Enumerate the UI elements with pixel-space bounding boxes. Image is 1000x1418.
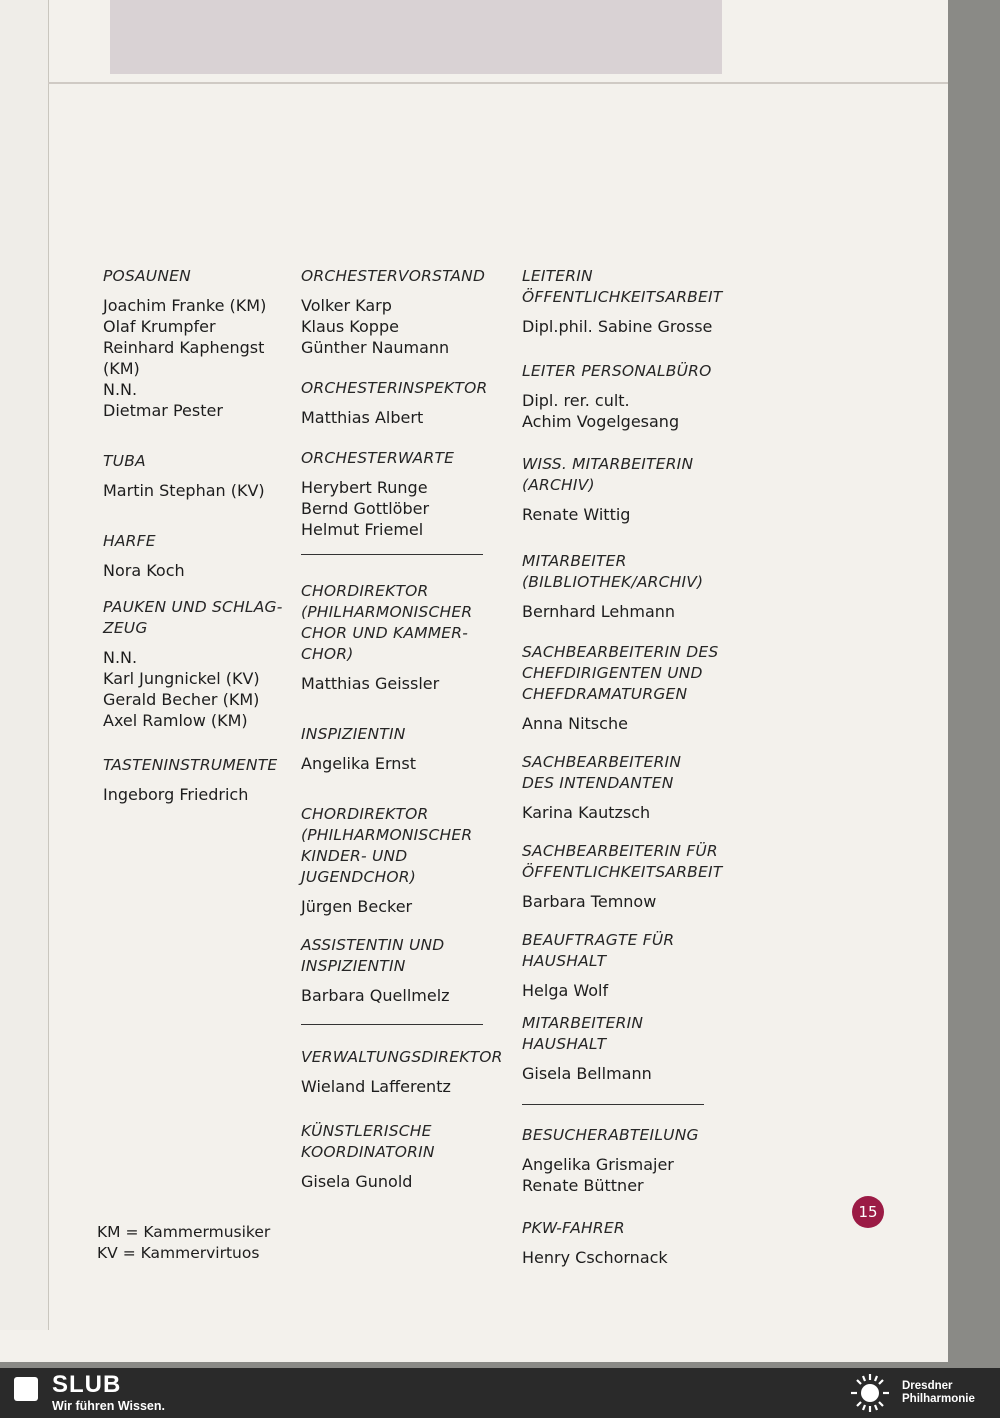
staff-section — [301, 448, 511, 540]
staff-name: Matthias Albert — [301, 408, 424, 427]
staff-name: Anna Nitsche — [522, 714, 628, 733]
staff-section — [301, 266, 511, 358]
facing-page-edge — [0, 0, 49, 1330]
section-heading: ORCHESTERINSPEKTOR — [301, 379, 488, 397]
staff-section — [522, 752, 752, 823]
page-number-badge: 15 — [852, 1196, 884, 1228]
staff-name: Nora Koch — [103, 561, 185, 580]
staff-section — [103, 266, 293, 421]
staff-name: Angelika Grismajer — [522, 1155, 674, 1174]
staff-name: Volker Karp — [301, 296, 392, 315]
staff-name: Axel Ramlow (KM) — [103, 711, 248, 730]
section-heading: LEITERIN ÖFFENTLICHKEITSARBEIT — [522, 267, 723, 306]
orchestra-name-line: Philharmonie — [902, 1393, 975, 1405]
right-column — [522, 266, 752, 1284]
staff-name: Martin Stephan (KV) — [103, 481, 265, 500]
staff-name: Renate Wittig — [522, 505, 631, 524]
staff-name: Angelika Ernst — [301, 754, 417, 773]
section-heading: LEITER PERSONALBÜRO — [522, 362, 712, 380]
library-name: SLUB — [52, 1371, 122, 1398]
staff-section — [301, 378, 511, 428]
section-heading: BESUCHERABTEILUNG — [522, 1126, 699, 1144]
section-heading: MITARBEITERIN HAUSHALT — [522, 1014, 644, 1053]
staff-section — [522, 454, 752, 525]
staff-section — [103, 755, 293, 805]
staff-name: Gisela Gunold — [301, 1172, 413, 1191]
staff-name: Dipl. rer. cult. — [522, 391, 630, 410]
section-heading: PKW-FAHRER — [522, 1219, 625, 1237]
staff-name: Barbara Quellmelz — [301, 986, 450, 1005]
section-heading: SACHBEARBEITERIN DES CHEFDIRIGENTEN UND CHEFDRAMATURGEN — [522, 643, 719, 703]
header-divider — [48, 82, 948, 84]
staff-section — [522, 841, 752, 912]
philharmonie-logo-icon — [844, 1372, 896, 1414]
section-heading: CHORDIREKTOR (PHILHARMONISCHER CHOR UND KAMMER- CHOR) — [301, 582, 473, 663]
section-heading: CHORDIREKTOR (PHILHARMONISCHER KINDER- UND JUGENDCHOR) — [301, 805, 473, 886]
staff-name: Wieland Lafferentz — [301, 1077, 451, 1096]
left-column — [103, 266, 293, 821]
footer-bar — [0, 1368, 1000, 1418]
staff-section — [522, 642, 752, 734]
staff-section — [522, 1125, 752, 1196]
section-heading: SACHBEARBEITERIN FÜR ÖFFENTLICHKEITSARBEIT — [522, 842, 723, 881]
staff-name: Reinhard Kaphengst — [103, 338, 265, 357]
staff-name: Klaus Koppe — [301, 317, 399, 336]
staff-section — [301, 935, 511, 1006]
section-heading: PAUKEN UND SCHLAG- ZEUG — [103, 598, 283, 637]
staff-section — [103, 451, 293, 501]
section-heading: ORCHESTERWARTE — [301, 449, 455, 467]
staff-name: Matthias Geissler — [301, 674, 440, 693]
staff-name: Bernhard Lehmann — [522, 602, 676, 621]
staff-name: Herybert Runge — [301, 478, 428, 497]
section-divider — [522, 1104, 704, 1105]
staff-section — [301, 724, 511, 774]
staff-section — [522, 1218, 752, 1268]
staff-name: Olaf Krumpfer — [103, 317, 216, 336]
section-heading: BEAUFTRAGTE FÜR HAUSHALT — [522, 931, 675, 970]
slub-logo-icon — [14, 1377, 38, 1401]
staff-name: Joachim Franke (KM) — [103, 296, 267, 315]
section-heading: WISS. MITARBEITERIN (ARCHIV) — [522, 455, 694, 494]
staff-section — [522, 1013, 752, 1084]
section-heading: POSAUNEN — [103, 267, 191, 285]
staff-name: Helga Wolf — [522, 981, 609, 1000]
section-heading: KÜNSTLERISCHE KOORDINATORIN — [301, 1122, 435, 1161]
section-heading: MITARBEITER (BILBLIOTHEK/ARCHIV) — [522, 552, 704, 591]
section-heading: TASTENINSTRUMENTE — [103, 756, 278, 774]
staff-section — [301, 581, 511, 694]
staff-name: Dietmar Pester — [103, 401, 223, 420]
section-heading: ORCHESTERVORSTAND — [301, 267, 486, 285]
staff-name: Renate Büttner — [522, 1176, 644, 1195]
staff-section — [103, 597, 293, 731]
section-divider — [301, 1024, 483, 1025]
staff-name: Dipl.phil. Sabine Grosse — [522, 317, 713, 336]
staff-name: Günther Naumann — [301, 338, 450, 357]
staff-section — [522, 930, 752, 1001]
orchestra-name-line: Dresdner — [902, 1380, 953, 1392]
section-heading: HARFE — [103, 532, 156, 550]
staff-name: (KM) — [103, 359, 140, 378]
staff-name: Gisela Bellmann — [522, 1064, 652, 1083]
staff-section — [301, 1121, 511, 1192]
staff-name: Henry Cschornack — [522, 1248, 668, 1267]
staff-name: Karl Jungnickel (KV) — [103, 669, 260, 688]
abbreviation-legend — [97, 1222, 270, 1264]
staff-section — [301, 804, 511, 917]
staff-name: Barbara Temnow — [522, 892, 657, 911]
staff-name: Jürgen Becker — [301, 897, 413, 916]
section-heading: ASSISTENTIN UND INSPIZIENTIN — [301, 936, 445, 975]
staff-section — [522, 361, 752, 432]
legend-entry: KV = Kammervirtuos — [97, 1244, 260, 1262]
staff-name: Gerald Becher (KM) — [103, 690, 260, 709]
staff-section — [103, 531, 293, 581]
header-band — [110, 0, 722, 74]
section-heading: SACHBEARBEITERIN DES INTENDANTEN — [522, 753, 682, 792]
middle-column — [301, 266, 511, 1208]
staff-name: Achim Vogelgesang — [522, 412, 680, 431]
staff-name: Helmut Friemel — [301, 520, 424, 539]
staff-name: Karina Kautzsch — [522, 803, 651, 822]
section-heading: TUBA — [103, 452, 146, 470]
section-heading: VERWALTUNGSDIREKTOR — [301, 1048, 503, 1066]
staff-section — [301, 1047, 511, 1097]
staff-name: Bernd Gottlöber — [301, 499, 430, 518]
staff-section — [522, 551, 752, 622]
staff-name: N.N. — [103, 380, 138, 399]
orchestra-name — [902, 1380, 975, 1406]
staff-name: N.N. — [103, 648, 138, 667]
staff-name: Ingeborg Friedrich — [103, 785, 249, 804]
section-divider — [301, 554, 483, 555]
section-heading: INSPIZIENTIN — [301, 725, 406, 743]
library-tagline: Wir führen Wissen. — [52, 1399, 165, 1413]
legend-entry: KM = Kammermusiker — [97, 1223, 271, 1241]
staff-section — [522, 266, 752, 337]
